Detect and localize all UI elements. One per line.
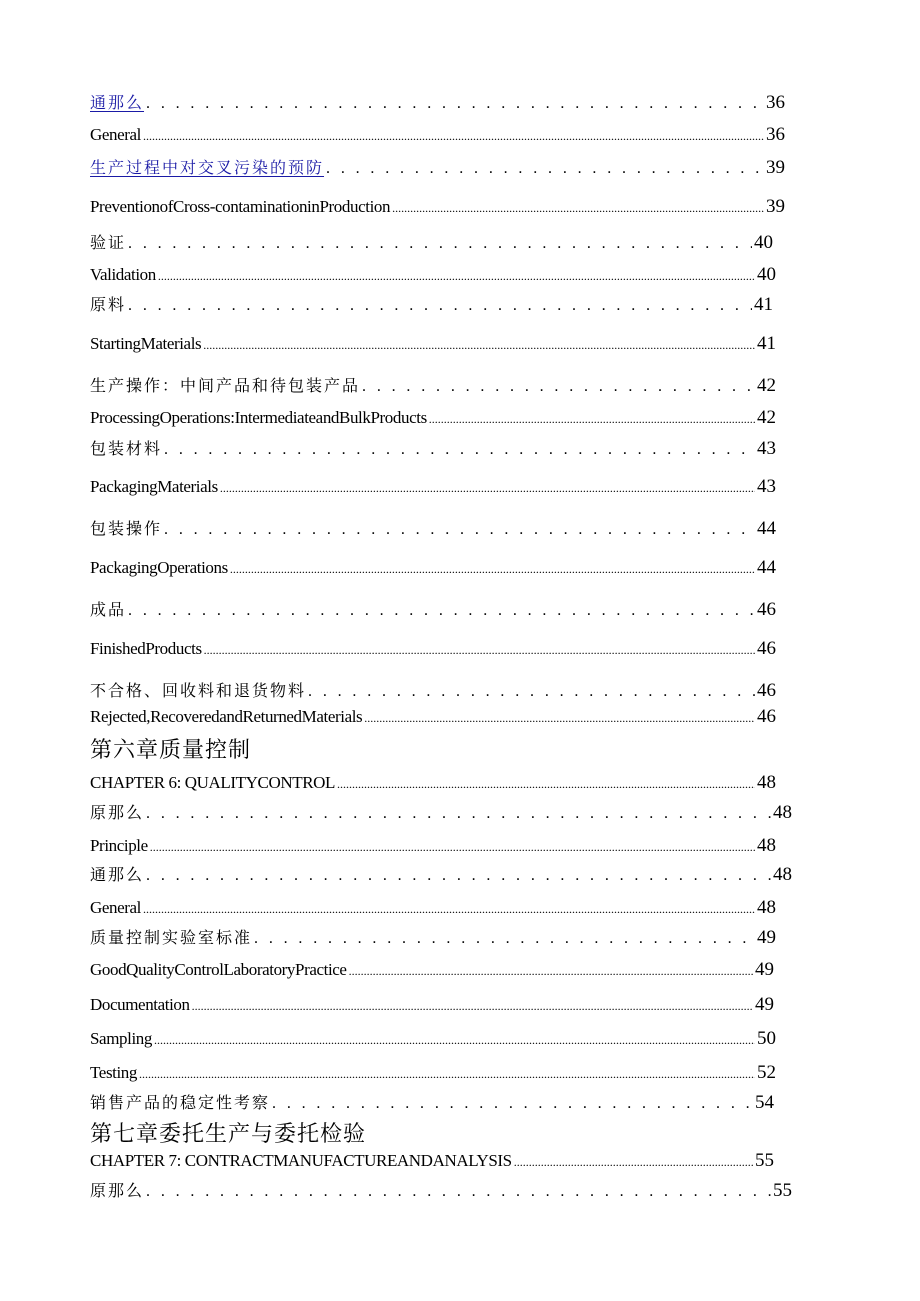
toc-entry[interactable]: [90, 90, 785, 114]
toc-page-number: 39: [766, 196, 785, 217]
dot-leader: [146, 95, 764, 113]
toc-page-number: 46: [757, 680, 776, 701]
toc-page-number: 41: [754, 294, 773, 315]
toc-entry: [90, 678, 776, 702]
toc-page-number: 48: [757, 772, 776, 793]
toc-page-number: 46: [757, 599, 776, 620]
toc-entry: [90, 264, 776, 286]
toc-entry-label: FinishedProducts: [90, 639, 202, 658]
toc-entry: [90, 772, 776, 794]
dot-leader: [150, 840, 755, 855]
toc-entry: [90, 597, 776, 621]
toc-page-number: 55: [773, 1180, 792, 1201]
toc-page-number: 54: [755, 1092, 774, 1113]
toc-page-number: 36: [766, 92, 785, 113]
toc-entry-label: PreventionofCross-contaminationinProduction: [90, 197, 391, 216]
dot-leader: [146, 867, 771, 885]
toc-entry-label: 质量控制实验室标准: [90, 928, 253, 947]
toc-entry-label: Testing: [90, 1063, 138, 1082]
dot-leader: [164, 441, 755, 459]
dot-leader: [362, 378, 755, 396]
toc-page-number: 48: [757, 897, 776, 918]
dot-leader: [143, 902, 755, 917]
dot-leader: [429, 412, 755, 427]
chapter-heading: 第七章委托生产与委托检验: [90, 1122, 367, 1147]
toc-entry: [90, 800, 792, 824]
dot-leader: [128, 297, 752, 315]
toc-entry: [90, 292, 773, 316]
dot-leader: [254, 930, 755, 948]
toc-page-number: 48: [773, 864, 792, 885]
toc-entry: [90, 862, 792, 886]
dot-leader: [364, 711, 755, 726]
dot-leader: [164, 521, 755, 539]
toc-entry: [90, 196, 785, 218]
toc-entry: [90, 557, 776, 579]
toc-entry: [90, 476, 776, 498]
toc-page-number: 43: [757, 476, 776, 497]
toc-entry-label: CHAPTER 7: CONTRACTMANUFACTUREANDANALYSIS: [90, 1151, 512, 1170]
toc-page-number: 48: [773, 802, 792, 823]
toc-page-number: 39: [766, 157, 785, 178]
toc-entry: [90, 706, 776, 728]
toc-entry: [90, 124, 785, 146]
toc-entry: [90, 925, 776, 949]
dot-leader: [514, 1155, 753, 1170]
toc-entry[interactable]: [90, 155, 785, 179]
toc-entry: [90, 1090, 774, 1114]
toc-entry-label: PackagingMaterials: [90, 477, 218, 496]
toc-page-number: 44: [757, 518, 776, 539]
toc-entry: [90, 994, 774, 1016]
toc-page-number: 48: [757, 835, 776, 856]
toc-page-number: 49: [755, 959, 774, 980]
dot-leader: [143, 129, 764, 144]
toc-entry-label: 生产操作：中间产品和待包装产品: [90, 376, 361, 395]
toc-entry-label: 原那么: [90, 803, 145, 822]
toc-page-number: 50: [757, 1028, 776, 1049]
toc-entry: [90, 373, 776, 397]
toc-page-number: 43: [757, 438, 776, 459]
toc-entry-label: ProcessingOperations:IntermediateandBulkProducts: [90, 408, 427, 427]
dot-leader: [326, 160, 764, 178]
dot-leader: [154, 1033, 755, 1048]
toc-entry-label: 销售产品的稳定性考察: [90, 1093, 271, 1112]
toc-entry-label: 原料: [90, 295, 127, 314]
dot-leader: [272, 1095, 753, 1113]
dot-leader: [146, 805, 771, 823]
toc-page-number: 42: [757, 375, 776, 396]
toc-page-number: 55: [755, 1150, 774, 1171]
toc-entry-label: General: [90, 898, 141, 917]
toc-entry-label: 不合格、回收料和退货物料: [90, 681, 307, 700]
toc-entry-label[interactable]: 通那么: [90, 93, 145, 112]
toc-entry-label: 包装操作: [90, 519, 163, 538]
toc-entry-label: 原那么: [90, 1181, 145, 1200]
dot-leader: [337, 777, 755, 792]
toc-entry-label: GoodQualityControlLaboratoryPractice: [90, 960, 347, 979]
dot-leader: [128, 235, 752, 253]
dot-leader: [158, 269, 755, 284]
toc-page-number: 40: [754, 232, 773, 253]
toc-entry: [90, 638, 776, 660]
toc-page-number: 52: [757, 1062, 776, 1083]
toc-page-number: 40: [757, 264, 776, 285]
dot-leader: [146, 1183, 771, 1201]
toc-entry-label: Principle: [90, 836, 148, 855]
toc-entry-label: Rejected,RecoveredandReturnedMaterials: [90, 707, 363, 726]
toc-entry-label: StartingMaterials: [90, 334, 202, 353]
dot-leader: [220, 481, 755, 496]
dot-leader: [128, 602, 755, 620]
toc-entry-label: Sampling: [90, 1029, 152, 1048]
toc-entry: [90, 230, 773, 254]
toc-entry: [90, 959, 774, 981]
dot-leader: [192, 999, 753, 1014]
dot-leader: [308, 683, 755, 701]
toc-entry: [90, 897, 776, 919]
toc-page-number: 46: [757, 706, 776, 727]
toc-entry: [90, 407, 776, 429]
dot-leader: [230, 562, 755, 577]
toc-page-number: 49: [757, 927, 776, 948]
toc-page-number: 46: [757, 638, 776, 659]
dot-leader: [349, 964, 753, 979]
toc-entry-label: CHAPTER 6: QUALITYCONTROL: [90, 773, 335, 792]
dot-leader: [204, 643, 755, 658]
toc-entry-label: 验证: [90, 233, 127, 252]
toc-entry-label: General: [90, 125, 141, 144]
toc-entry-label: Validation: [90, 265, 156, 284]
toc-entry: [90, 835, 776, 857]
toc-entry-label: Documentation: [90, 995, 190, 1014]
toc-entry-label[interactable]: 生产过程中对交叉污染的预防: [90, 158, 325, 177]
toc-page-number: 42: [757, 407, 776, 428]
toc-entry: [90, 1062, 776, 1084]
toc-entry-label: PackagingOperations: [90, 558, 228, 577]
toc-entry: [90, 436, 776, 460]
toc-entry: [90, 1028, 776, 1050]
dot-leader: [392, 201, 764, 216]
toc-page-number: 41: [757, 333, 776, 354]
chapter-heading: 第六章质量控制: [90, 738, 252, 763]
toc-entry: [90, 333, 776, 355]
toc-page-number: 44: [757, 557, 776, 578]
toc-entry: [90, 1150, 774, 1172]
dot-leader: [139, 1067, 755, 1082]
toc-page-number: 36: [766, 124, 785, 145]
toc-page-number: 49: [755, 994, 774, 1015]
toc-entry: [90, 516, 776, 540]
toc-entry-label: 包装材料: [90, 439, 163, 458]
toc-entry: [90, 1178, 792, 1202]
toc-entry-label: 通那么: [90, 865, 145, 884]
toc-entry-label: 成品: [90, 600, 127, 619]
dot-leader: [203, 338, 755, 353]
